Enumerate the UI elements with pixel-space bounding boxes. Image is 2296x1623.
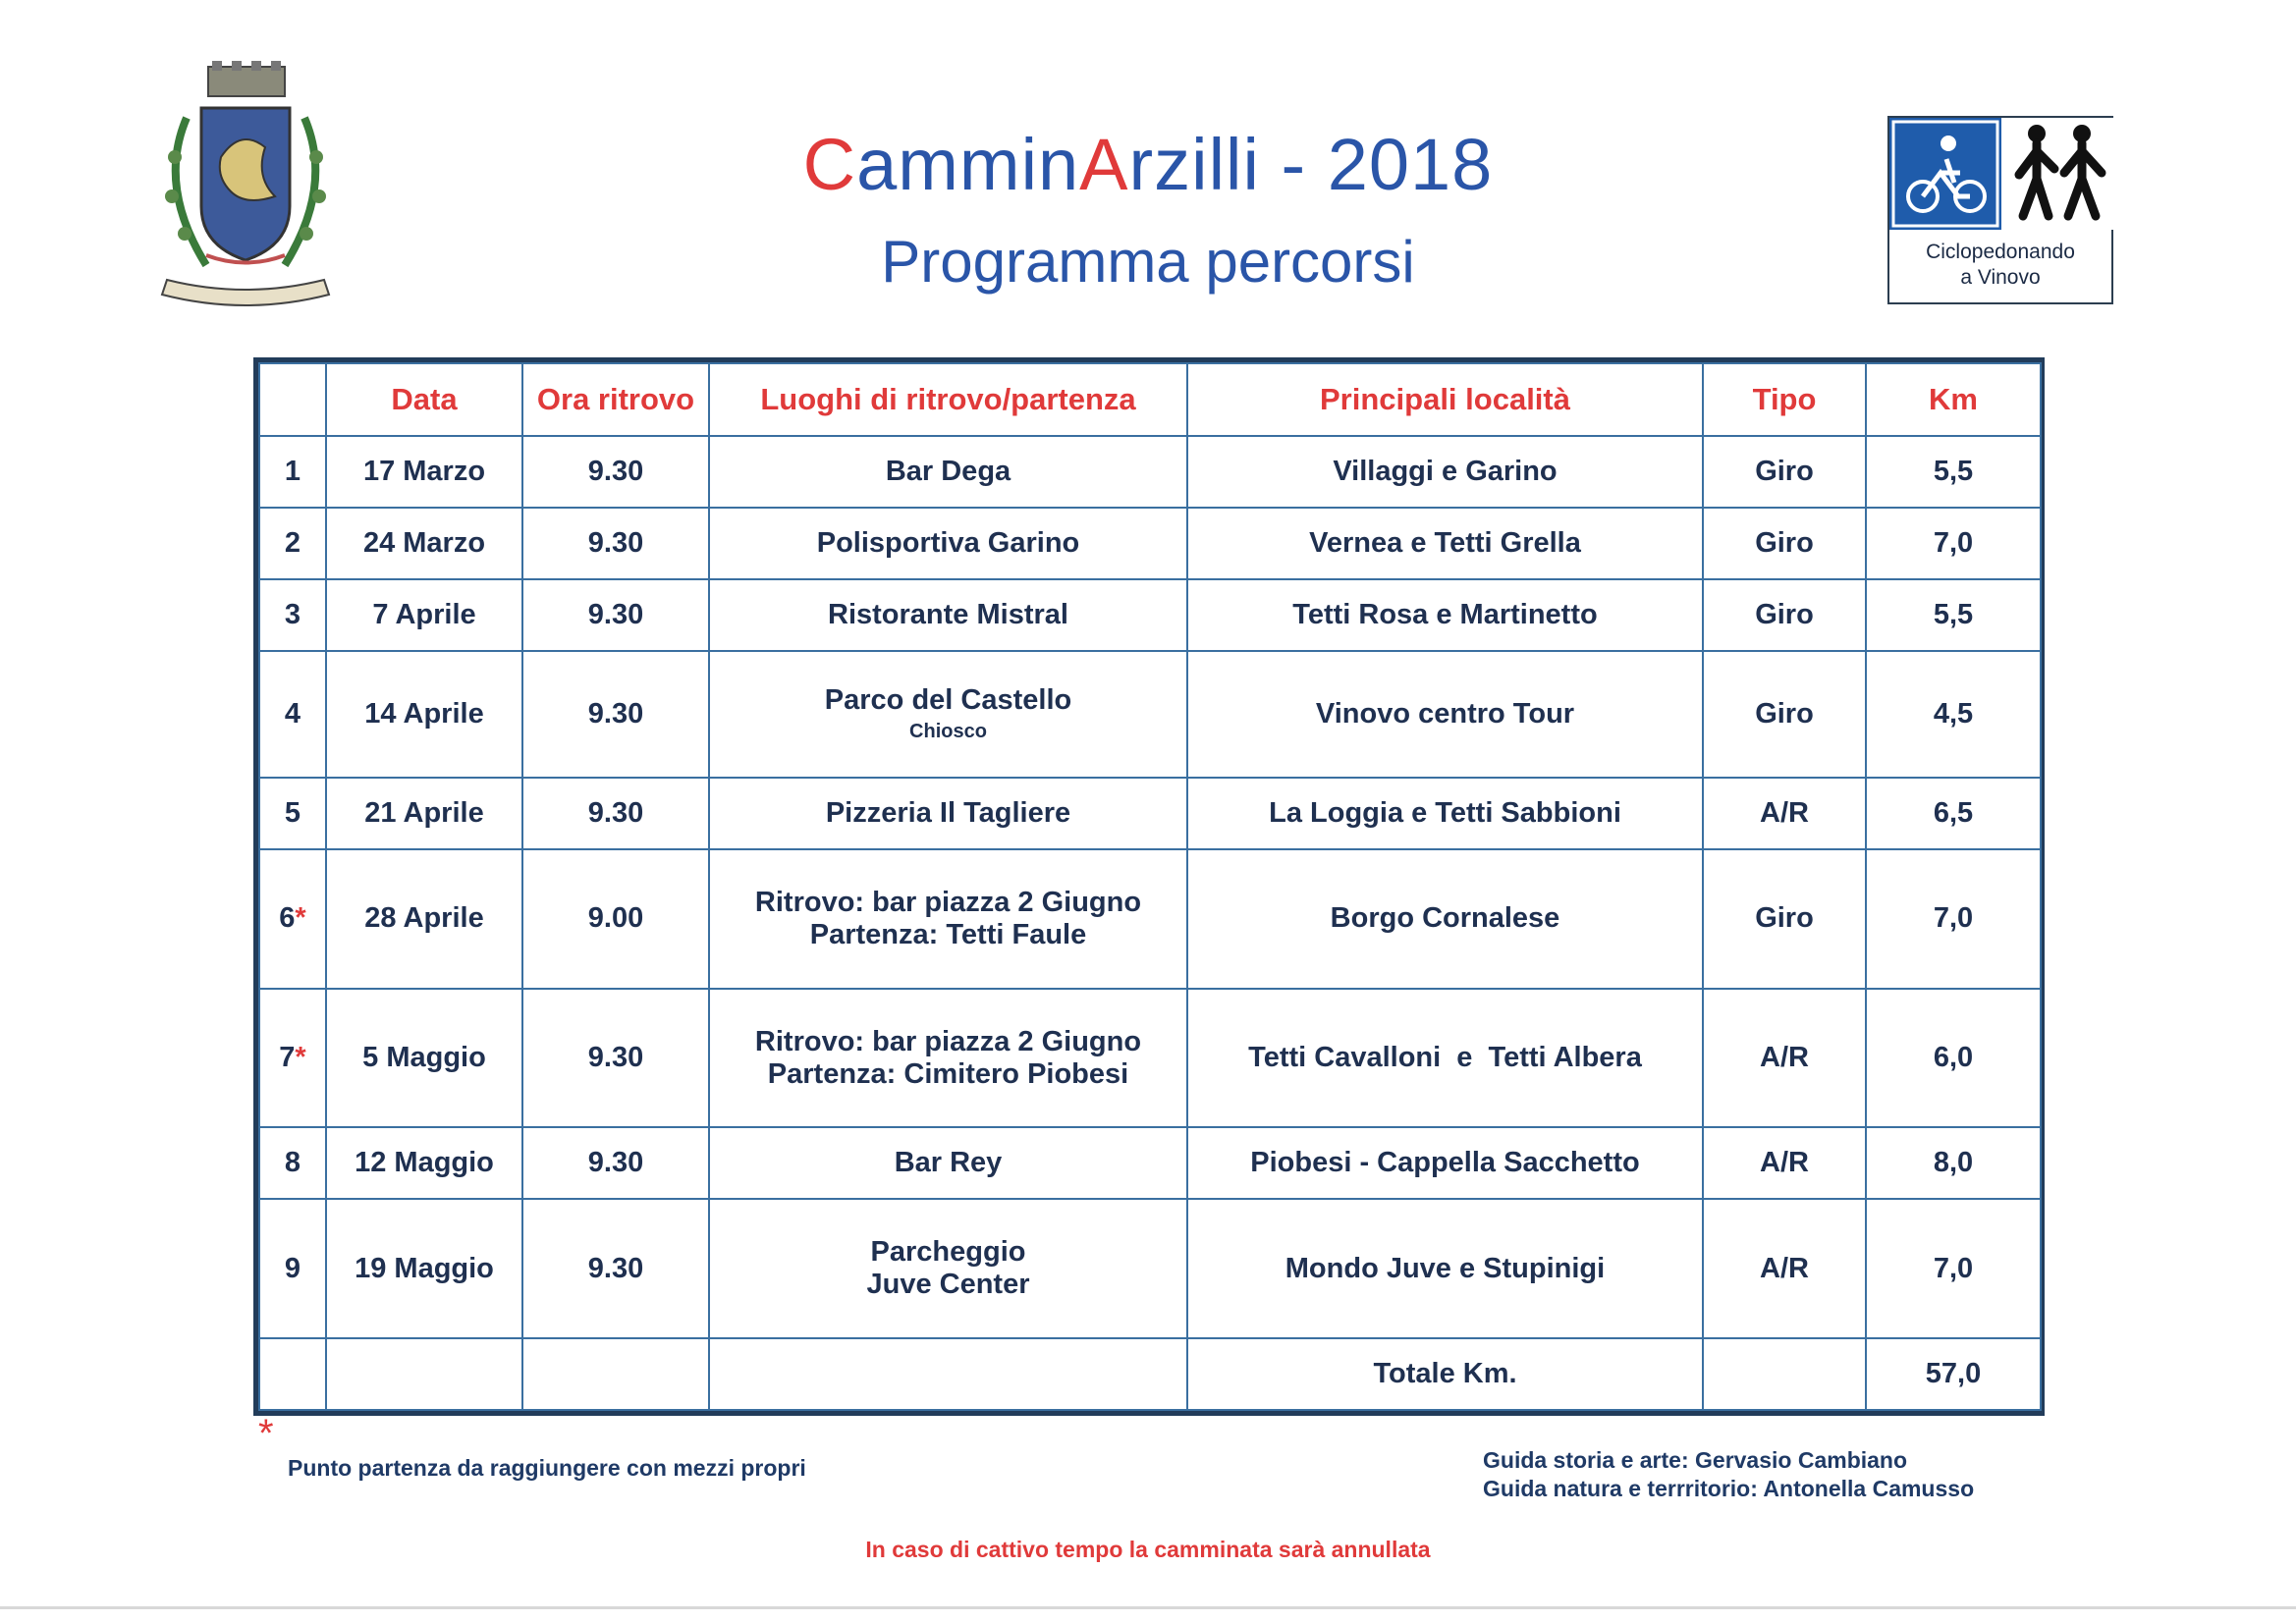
meeting-place-line2: Juve Center: [866, 1269, 1030, 1301]
row-time: 9.30: [522, 778, 709, 849]
col-header-number: [259, 363, 326, 436]
table-row: [259, 651, 2041, 778]
row-meeting-place: Pizzeria Il Tagliere: [709, 778, 1187, 849]
asterisk-icon: *: [258, 1412, 274, 1455]
table-row: [259, 1127, 2041, 1199]
total-km: 57,0: [1866, 1338, 2041, 1410]
row-km: 7,0: [1866, 1199, 2041, 1338]
row-localities: Piobesi - Cappella Sacchetto: [1187, 1127, 1703, 1199]
logo-caption: [1889, 240, 2111, 291]
row-meeting-place: Bar Dega: [709, 436, 1187, 508]
table-header-row: [259, 363, 2041, 436]
ciclopedonando-logo: [1887, 116, 2113, 304]
row-date: 24 Marzo: [326, 508, 522, 579]
row-km: 5,5: [1866, 436, 2041, 508]
table-row: [259, 849, 2041, 989]
table-row: [259, 989, 2041, 1128]
row-time: 9.30: [522, 1199, 709, 1338]
row-type: A/R: [1703, 989, 1866, 1128]
row-date: 21 Aprile: [326, 778, 522, 849]
row-date: 17 Marzo: [326, 436, 522, 508]
row-meeting-place: [709, 989, 1187, 1128]
table-row: [259, 778, 2041, 849]
page-subtitle: Programma percorsi: [881, 229, 1415, 295]
row-km: 6,0: [1866, 989, 2041, 1128]
row-km: 4,5: [1866, 651, 2041, 778]
row-meeting-place: [709, 849, 1187, 989]
row-type: Giro: [1703, 849, 1866, 989]
row-time: 9.00: [522, 849, 709, 989]
row-time: 9.30: [522, 989, 709, 1128]
row-meeting-place: Polisportiva Garino: [709, 508, 1187, 579]
total-empty-cell: [326, 1338, 522, 1410]
schedule-table: [253, 357, 2045, 1416]
guide-nature: Guida natura e terrritorio: Antonella Camusso: [1483, 1476, 1975, 1501]
row-number: 4: [259, 651, 326, 778]
row-number: 5: [259, 778, 326, 849]
row-date: 28 Aprile: [326, 849, 522, 989]
asterisk-note: Punto partenza da raggiungere con mezzi propri: [288, 1455, 806, 1481]
table-row: [259, 579, 2041, 651]
page-title: CamminArzilli - 2018: [802, 124, 1494, 205]
row-type: Giro: [1703, 579, 1866, 651]
row-time: 9.30: [522, 651, 709, 778]
col-header-time: Ora ritrovo: [522, 363, 709, 436]
total-empty-cell: [522, 1338, 709, 1410]
row-number: 1: [259, 436, 326, 508]
row-localities: Villaggi e Garino: [1187, 436, 1703, 508]
meeting-place-line1: Ritrovo: bar piazza 2 Giugno: [754, 886, 1142, 918]
row-time: 9.30: [522, 1127, 709, 1199]
row-km: 8,0: [1866, 1127, 2041, 1199]
row-type: Giro: [1703, 436, 1866, 508]
row-type: Giro: [1703, 651, 1866, 778]
col-header-km: Km: [1866, 363, 2041, 436]
row-km: 6,5: [1866, 778, 2041, 849]
total-empty-cell: [1703, 1338, 1866, 1410]
row-number: 8: [259, 1127, 326, 1199]
row-number: 7*: [259, 989, 326, 1128]
row-number: 2: [259, 508, 326, 579]
row-km: 5,5: [1866, 579, 2041, 651]
row-number: 6*: [259, 849, 326, 989]
row-km: 7,0: [1866, 849, 2041, 989]
row-date: 19 Maggio: [326, 1199, 522, 1338]
row-type: A/R: [1703, 1127, 1866, 1199]
meeting-place-line1: Parcheggio: [870, 1236, 1026, 1269]
row-localities: La Loggia e Tetti Sabbioni: [1187, 778, 1703, 849]
col-header-localities: Principali località: [1187, 363, 1703, 436]
row-date: 7 Aprile: [326, 579, 522, 651]
meeting-place-line1: Ritrovo: bar piazza 2 Giugno: [754, 1025, 1142, 1057]
row-date: 5 Maggio: [326, 989, 522, 1128]
row-time: 9.30: [522, 579, 709, 651]
col-header-date: Data: [326, 363, 522, 436]
logo-caption-line2: a Vinovo: [1960, 266, 2041, 289]
row-number: 9: [259, 1199, 326, 1338]
row-localities: Tetti Cavalloni e Tetti Albera: [1187, 989, 1703, 1128]
row-meeting-place: Parco del Castello Chiosco: [709, 651, 1187, 778]
cyclist-icon: [1889, 118, 2001, 230]
row-time: 9.30: [522, 436, 709, 508]
row-meeting-place: [709, 1199, 1187, 1338]
table-total-row: [259, 1338, 2041, 1410]
row-localities: Tetti Rosa e Martinetto: [1187, 579, 1703, 651]
row-localities: Borgo Cornalese: [1187, 849, 1703, 989]
row-number: 3: [259, 579, 326, 651]
row-localities: Vinovo centro Tour: [1187, 651, 1703, 778]
col-header-type: Tipo: [1703, 363, 1866, 436]
meeting-place-line2: Partenza: Tetti Faule: [809, 918, 1087, 950]
total-empty-cell: [259, 1338, 326, 1410]
row-date: 12 Maggio: [326, 1127, 522, 1199]
page-bottom-divider: [0, 1606, 2296, 1609]
row-meeting-place: Ristorante Mistral: [709, 579, 1187, 651]
total-label: Totale Km.: [1187, 1338, 1703, 1410]
total-empty-cell: [709, 1338, 1187, 1410]
row-time: 9.30: [522, 508, 709, 579]
col-header-meeting-place: Luoghi di ritrovo/partenza: [709, 363, 1187, 436]
weather-note: In caso di cattivo tempo la camminata sarà annullata: [865, 1537, 1431, 1562]
row-type: A/R: [1703, 1199, 1866, 1338]
logo-caption-line1: Ciclopedonando: [1926, 241, 2075, 263]
table-row: [259, 508, 2041, 579]
meeting-place-note: Chiosco: [909, 721, 987, 743]
row-meeting-place: Bar Rey: [709, 1127, 1187, 1199]
row-type: Giro: [1703, 508, 1866, 579]
hikers-icon: [2003, 118, 2113, 230]
table-row: [259, 1199, 2041, 1338]
row-type: A/R: [1703, 778, 1866, 849]
row-km: 7,0: [1866, 508, 2041, 579]
meeting-place-line2: Partenza: Cimitero Piobesi: [767, 1057, 1129, 1090]
table-row: [259, 436, 2041, 508]
row-localities: Mondo Juve e Stupinigi: [1187, 1199, 1703, 1338]
guide-history: Guida storia e arte: Gervasio Cambiano: [1483, 1447, 1908, 1473]
row-date: 14 Aprile: [326, 651, 522, 778]
row-localities: Vernea e Tetti Grella: [1187, 508, 1703, 579]
